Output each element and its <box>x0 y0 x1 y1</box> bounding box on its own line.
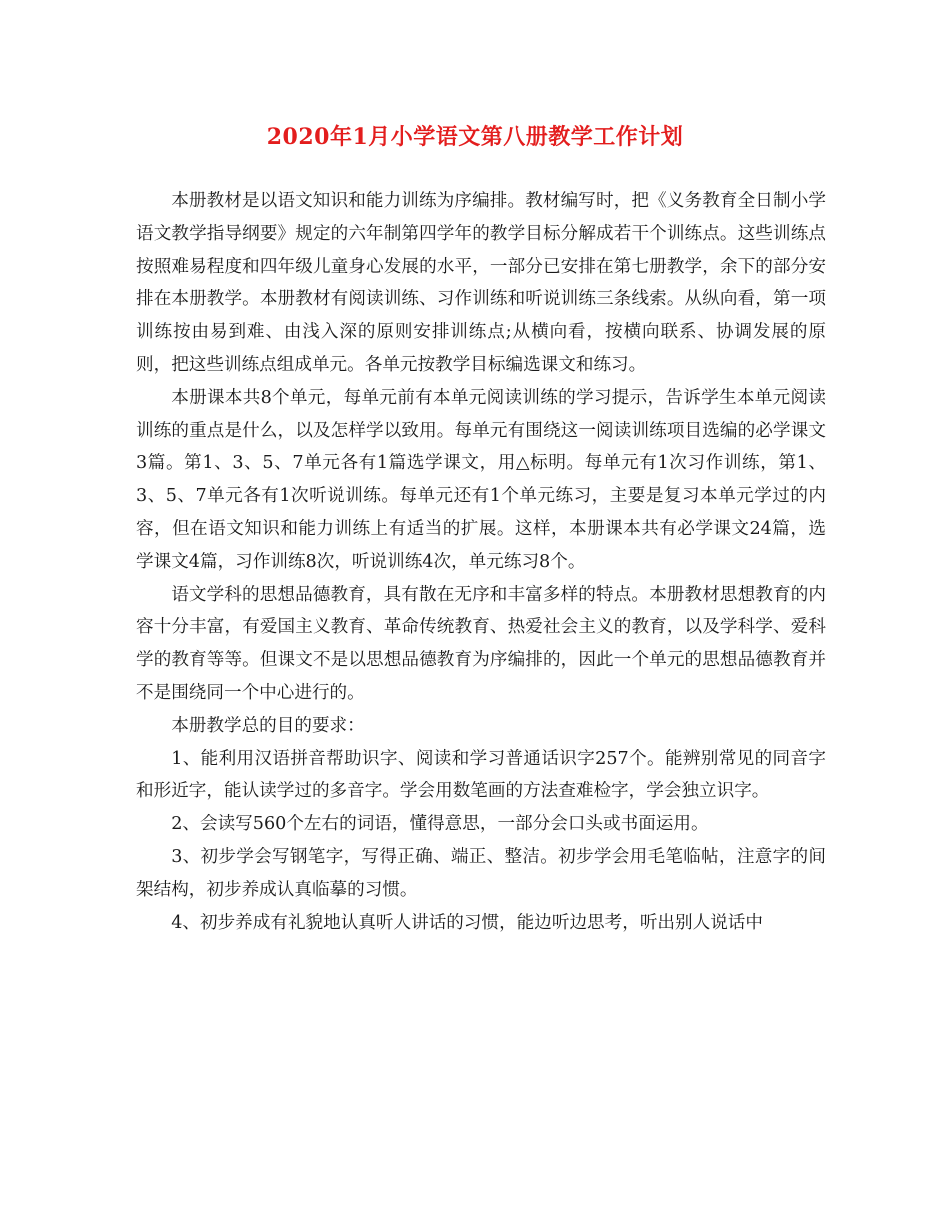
document-title: 2020年1月小学语文第八册教学工作计划 <box>266 124 684 150</box>
paragraph-goals-heading: 本册教学总的目的要求： <box>171 715 365 736</box>
paragraph-goal-3: 3、初步学会写钢笔字，写得正确、端正、整洁。初步学会用毛笔临帖，注意字的间架结构，初步养成认真临摹的习惯。 <box>136 846 826 900</box>
paragraph-units-overview: 本册课本共8个单元，每单元前有本单元阅读训练的学习提示，告诉学生本单元阅读训练的重点是什么，以及怎样学以致用。每单元有围绕这一阅读训练项目选编的必学课文3篇。第1、3、5、7单元各有1篇选学课文，用△标明。每单元有1次习作训练，第1、3、5、7单元各有1次听说训练。每单元还有1个单元练习，主要是复习本单元学过的内容，但在语文知识和能力训练上有适当的扩展。这样，本册课本共有必学课文24篇，选学课文4篇，习作训练8次，听说训练4次，单元练习8个。 <box>136 387 826 572</box>
paragraph-goal-1: 1、能利用汉语拼音帮助识字、阅读和学习普通话识字257个。能辨别常见的同音字和形近字，能认读学过的多音字。学会用数笔画的方法查难检字，学会独立识字。 <box>136 748 826 802</box>
paragraph-moral-education: 语文学科的思想品德教育，具有散在无序和丰富多样的特点。本册教材思想教育的内容十分丰富，有爱国主义教育、革命传统教育、热爱社会主义的教育，以及学科学、爱科学的教育等等。但课文不是以思想品德教育为序编排的，因此一个单元的思想品德教育并不是围绕同一个中心进行的。 <box>136 584 826 703</box>
paragraph-goal-2: 2、会读写560个左右的词语，懂得意思，一部分会口头或书面运用。 <box>171 814 709 835</box>
paragraph-goal-4: 4、初步养成有礼貌地认真听人讲话的习惯，能边听边思考，听出别人说话中 <box>171 912 763 933</box>
document-body <box>136 185 826 939</box>
paragraph-textbook-structure: 本册教材是以语文知识和能力训练为序编排。教材编写时，把《义务教育全日制小学语文教学指导纲要》规定的六年制第四学年的教学目标分解成若干个训练点。这些训练点按照难易程度和四年级儿童身心发展的水平，一部分已安排在第七册教学，余下的部分安排在本册教学。本册教材有阅读训练、习作训练和听说训练三条线索。从纵向看，第一项训练按由易到难、由浅入深的原则安排训练点;从横向看，按横向联系、协调发展的原则，把这些训练点组成单元。各单元按教学目标编选课文和练习。 <box>136 191 826 375</box>
